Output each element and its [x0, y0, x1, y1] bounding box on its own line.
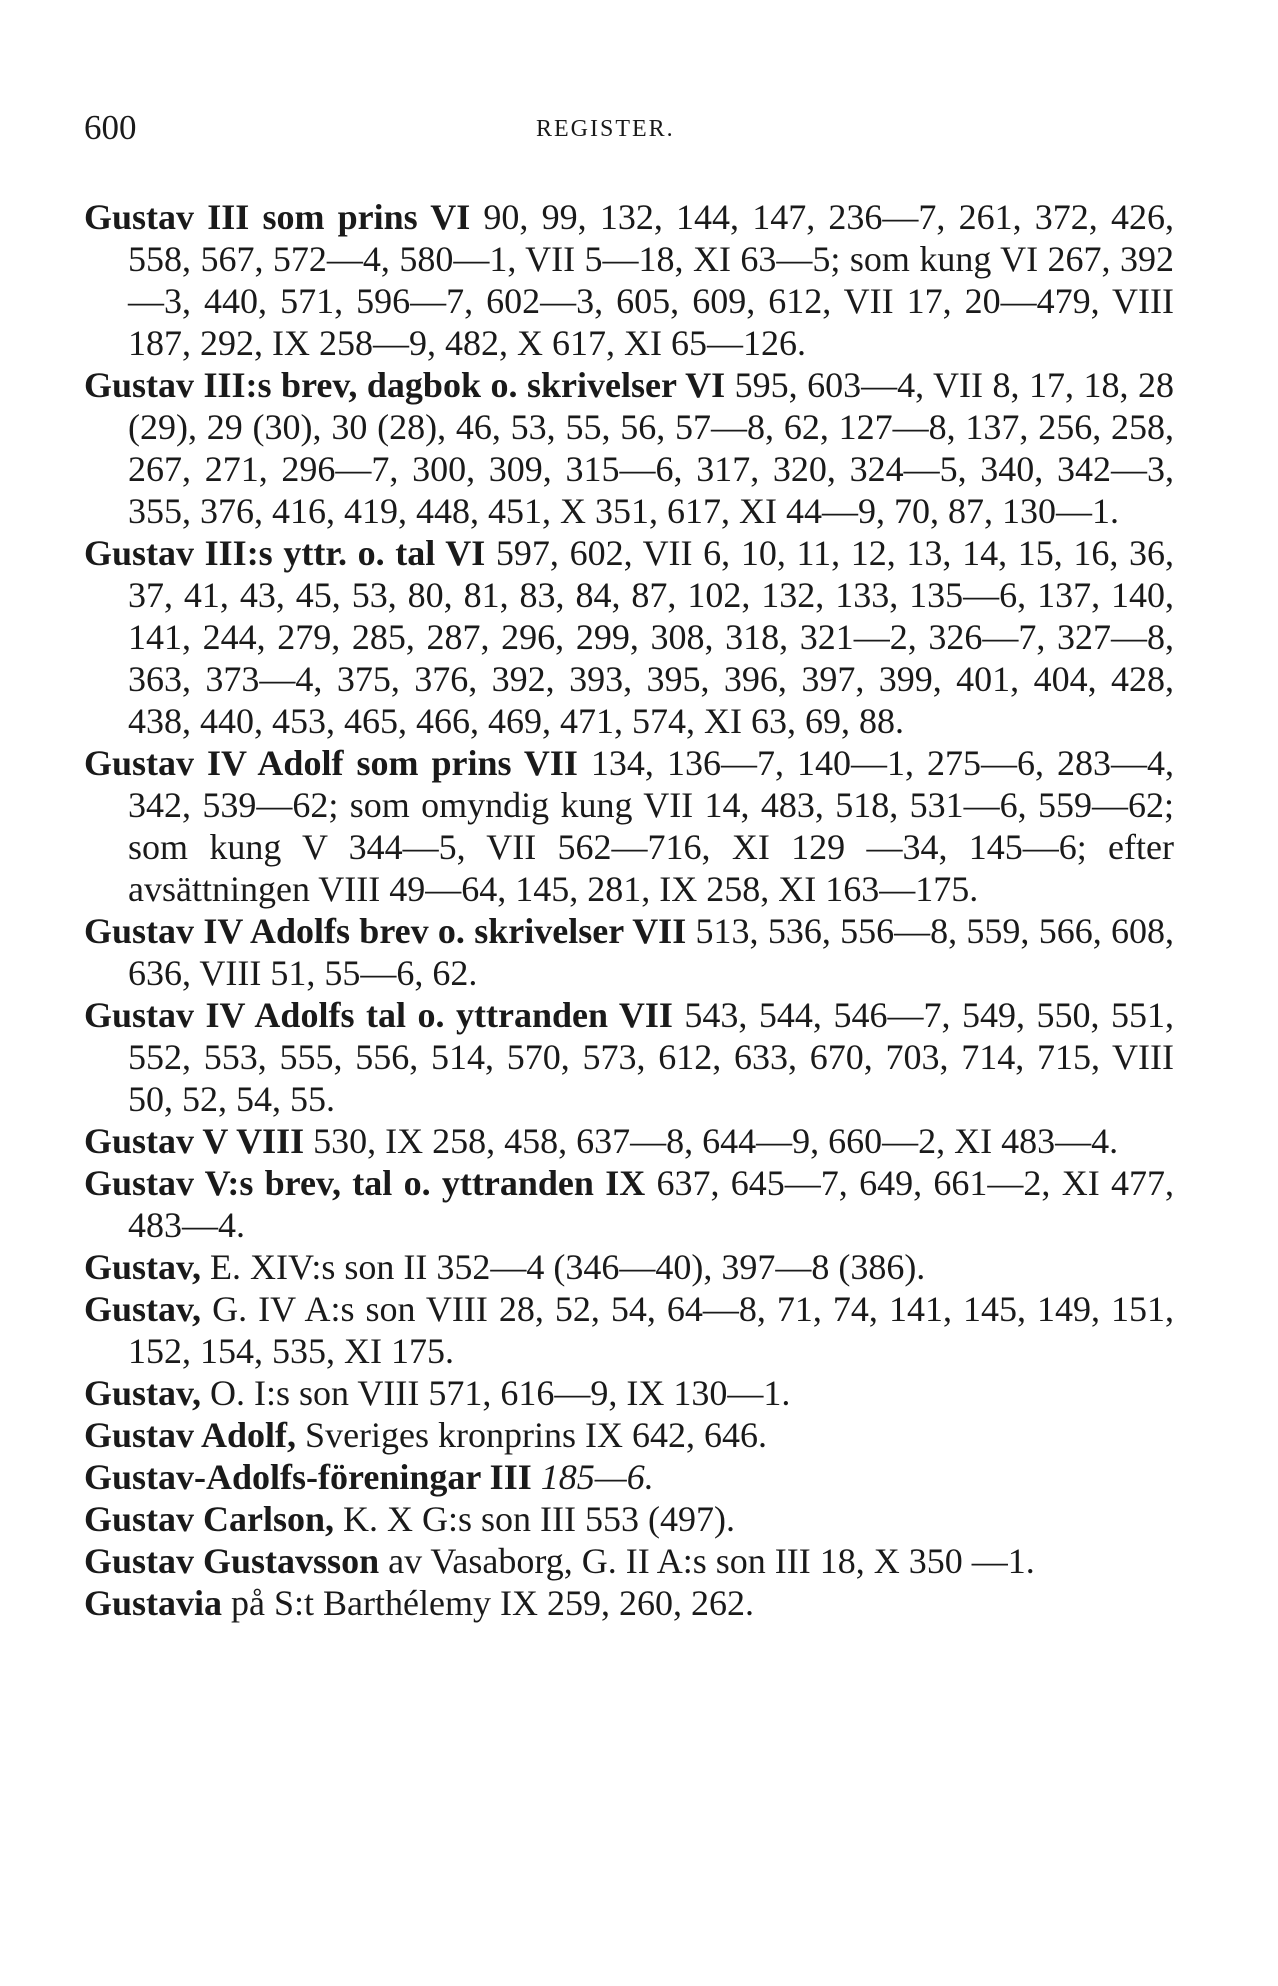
index-entry: [84, 364, 1174, 532]
entry-references: på S:t Barthélemy IX 259, 260, 262.: [222, 1583, 754, 1623]
entry-references: 543, 544, 546—7, 549, 550, 551, 552, 553, 555, 556, 514, 570, 573, 612, 633, 670, 703, 714, 715, VIII 50, 52, 54, 55.: [128, 995, 1175, 1119]
entry-references: 595, 603—4, VII 8, 17, 18, 28 (29), 29 (30), 30 (28), 46, 53, 55, 56, 57—8, 62, 127—8, 137, 256, 258, 267, 271, 296—7, 300, 309, 315—6, 317, 320, 324—5, 340, 342—3, 355, 376, 416, 419, 448, 451, X 351, 617, XI 44—9, 70, 87, 130—1.: [128, 365, 1175, 531]
entry-heading: Gustav III:s brev, dagbok o. skrivelser VI: [84, 365, 726, 405]
entry-references: [532, 1457, 541, 1497]
entry-references: G. IV A:s son VIII 28, 52, 54, 64—8, 71, 74, 141, 145, 149, 151, 152, 154, 535, XI 175.: [128, 1289, 1174, 1371]
entry-heading: Gustav III som prins VI: [84, 197, 471, 237]
entry-references: O. I:s son VIII 571, 616—9, IX 130—1.: [201, 1373, 791, 1413]
index-entry: [84, 1582, 1174, 1624]
entry-references: Sveriges kronprins IX 642, 646.: [296, 1415, 767, 1455]
entry-italic-references: 185—6.: [540, 1457, 654, 1497]
index-entry: [84, 742, 1174, 910]
index-entry: [84, 1372, 1174, 1414]
index-entry: [84, 1246, 1174, 1288]
index-entry: [84, 1498, 1174, 1540]
entry-heading: Gustavia: [84, 1583, 223, 1623]
entry-references: 513, 536, 556—8, 559, 566, 608, 636, VIII 51, 55—6, 62.: [128, 911, 1175, 993]
index-entry: [84, 532, 1174, 742]
page-header: [84, 108, 1184, 158]
entry-references: 637, 645—7, 649, 661—2, XI 477, 483—4.: [128, 1163, 1174, 1245]
entry-heading: Gustav,: [84, 1247, 202, 1287]
index-entry: [84, 1414, 1174, 1456]
index-entry: [84, 1288, 1174, 1372]
entry-references: 134, 136—7, 140—1, 275—6, 283—4, 342, 539—62; som omyndig kung VII 14, 483, 518, 531—6, 559—62; som kung V 344—5, VII 562—716, XI 129 —34, 145—6; efter avsättningen VIII 49—64, 145, 281, IX 258, XI 163—175.: [128, 743, 1175, 909]
index-entry: [84, 994, 1174, 1120]
index-entry: [84, 196, 1174, 364]
entry-references: E. XIV:s son II 352—4 (346—40), 397—8 (386).: [201, 1247, 926, 1287]
entry-heading: Gustav V VIII: [84, 1121, 305, 1161]
index-entry: [84, 1540, 1174, 1582]
entry-heading: Gustav,: [84, 1289, 202, 1329]
entry-references: av Vasaborg, G. II A:s son III 18, X 350 —1.: [379, 1541, 1035, 1581]
entry-references: 597, 602, VII 6, 10, 11, 12, 13, 14, 15, 16, 36, 37, 41, 43, 45, 53, 80, 81, 83, 84, 87, 102, 132, 133, 135—6, 137, 140, 141, 244, 279, 285, 287, 296, 299, 308, 318, 321—2, 326—7, 327—8, 363, 373—4, 375, 376, 392, 393, 395, 396, 397, 399, 401, 404, 428, 438, 440, 453, 465, 466, 469, 471, 574, XI 63, 69, 88.: [128, 533, 1175, 741]
entry-references: 530, IX 258, 458, 637—8, 644—9, 660—2, XI 483—4.: [304, 1121, 1119, 1161]
entry-heading: Gustav III:s yttr. o. tal VI: [84, 533, 486, 573]
entry-references: 90, 99, 132, 144, 147, 236—7, 261, 372, 426, 558, 567, 572—4, 580—1, VII 5—18, XI 63—5; som kung VI 267, 392—3, 440, 571, 596—7, 602—3, 605, 609, 612, VII 17, 20—479, VIII 187, 292, IX 258—9, 482, X 617, XI 65—126.: [128, 197, 1174, 363]
entry-heading: Gustav V:s brev, tal o. yttranden IX: [84, 1163, 646, 1203]
index-entry: [84, 1162, 1174, 1246]
index-entries: [84, 196, 1174, 1624]
entry-heading: Gustav IV Adolfs brev o. skrivelser VII: [84, 911, 687, 951]
index-entry: [84, 1120, 1174, 1162]
entry-references: K. X G:s son III 553 (497).: [334, 1499, 735, 1539]
entry-heading: Gustav-Adolfs-föreningar III: [84, 1457, 532, 1497]
entry-heading: Gustav Carlson,: [84, 1499, 335, 1539]
entry-heading: Gustav IV Adolf som prins VII: [84, 743, 578, 783]
entry-heading: Gustav IV Adolfs tal o. yttranden VII: [84, 995, 673, 1035]
entry-heading: Gustav Gustavsson: [84, 1541, 380, 1581]
entry-heading: Gustav,: [84, 1373, 202, 1413]
entry-heading: Gustav Adolf,: [84, 1415, 297, 1455]
index-entry: [84, 1456, 1174, 1498]
index-entry: [84, 910, 1174, 994]
page-number: 600: [84, 108, 137, 147]
running-title: REGISTER.: [536, 116, 675, 142]
